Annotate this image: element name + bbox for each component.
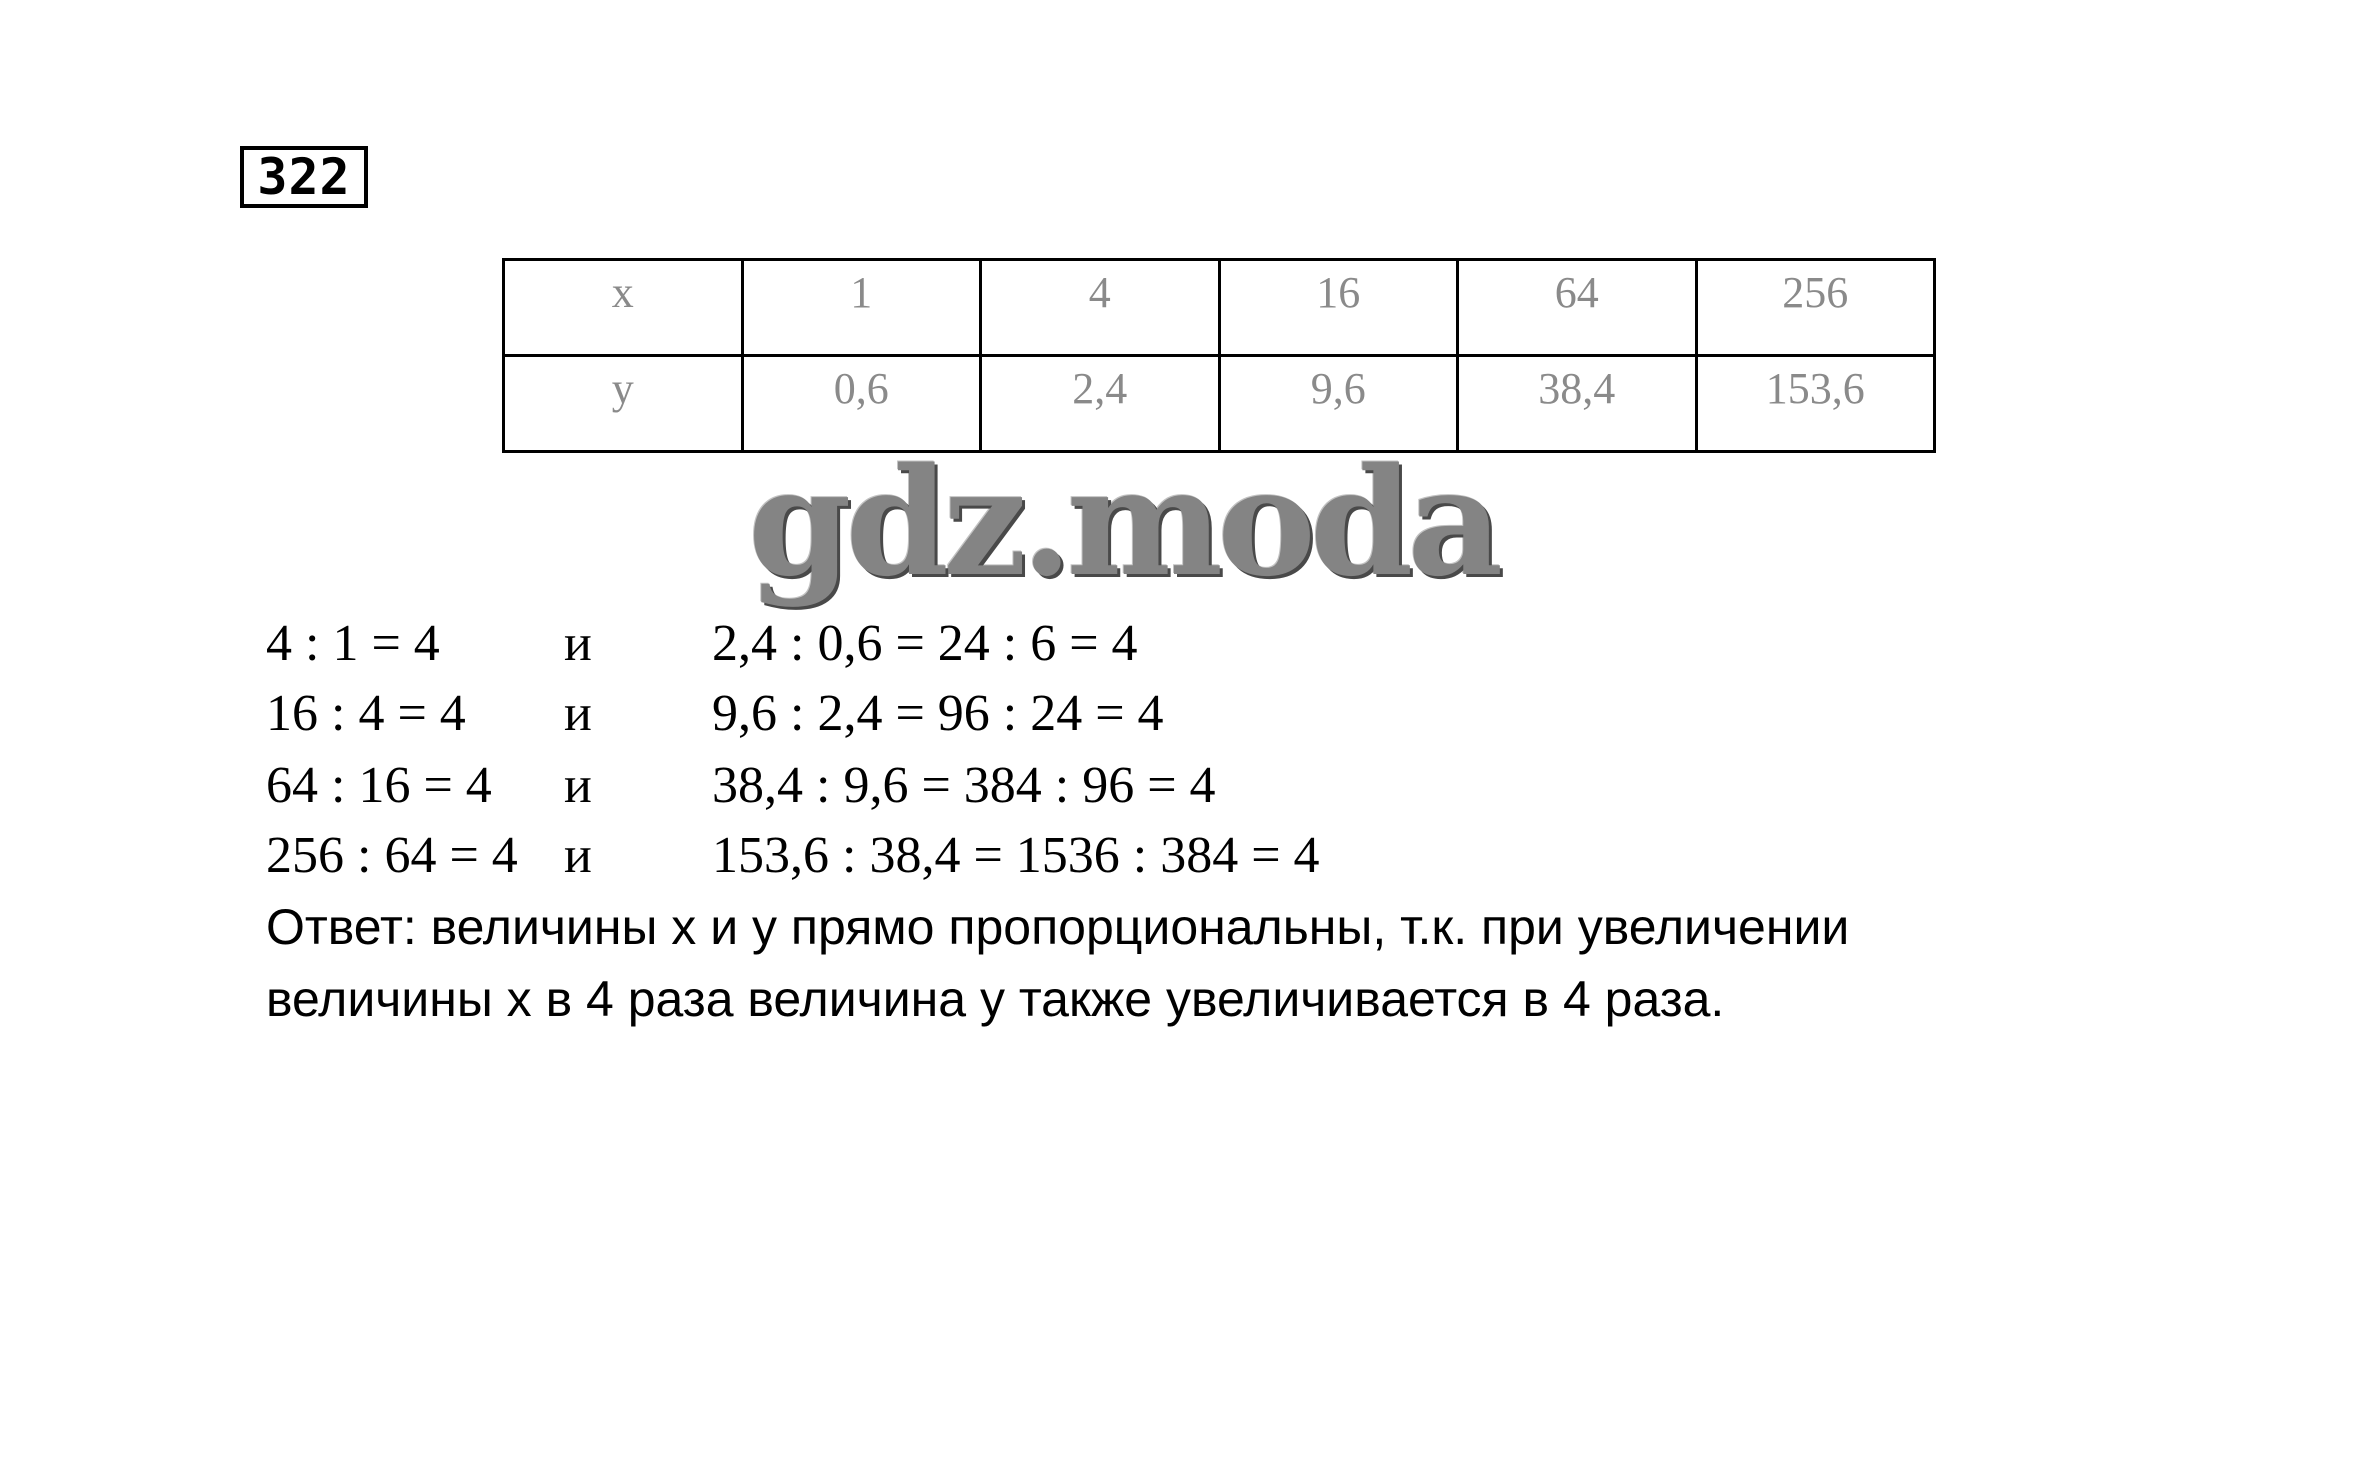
calc-right: 38,4 : 9,6 = 384 : 96 = 4 xyxy=(712,757,1216,814)
table-cell: 256 xyxy=(1696,260,1935,356)
calc-left: 4 : 1 = 4 xyxy=(266,615,440,672)
calc-right: 153,6 : 38,4 = 1536 : 384 = 4 xyxy=(712,827,1320,884)
calc-left: 16 : 4 = 4 xyxy=(266,685,466,742)
calc-right: 2,4 : 0,6 = 24 : 6 = 4 xyxy=(712,615,1138,672)
table-cell: y xyxy=(504,356,743,452)
answer-line-1: Ответ: величины x и y прямо пропорциональны, т.к. при увеличении xyxy=(266,899,1850,955)
calc-conj: и xyxy=(564,827,592,884)
calc-left: 256 : 64 = 4 xyxy=(266,827,518,884)
calc-left: 64 : 16 = 4 xyxy=(266,757,492,814)
table-row-x xyxy=(504,260,1935,356)
watermark-logo: gdz.moda xyxy=(748,435,1498,609)
table-cell: 4 xyxy=(981,260,1220,356)
table-cell: 38,4 xyxy=(1458,356,1697,452)
task-number-box xyxy=(240,146,368,208)
values-table xyxy=(502,258,1936,453)
table-cell: 0,6 xyxy=(742,356,981,452)
table-cell: 16 xyxy=(1219,260,1458,356)
table-cell: 153,6 xyxy=(1696,356,1935,452)
calc-conj: и xyxy=(564,757,592,814)
answer-line-2: величины x в 4 раза величина y также увеличивается в 4 раза. xyxy=(266,971,1725,1027)
task-number: 322 xyxy=(257,148,351,206)
table-cell: 1 xyxy=(742,260,981,356)
table-cell: x xyxy=(504,260,743,356)
table-cell: 2,4 xyxy=(981,356,1220,452)
calc-right: 9,6 : 2,4 = 96 : 24 = 4 xyxy=(712,685,1164,742)
calc-conj: и xyxy=(564,615,592,672)
table-cell: 9,6 xyxy=(1219,356,1458,452)
table-cell: 64 xyxy=(1458,260,1697,356)
calc-conj: и xyxy=(564,685,592,742)
